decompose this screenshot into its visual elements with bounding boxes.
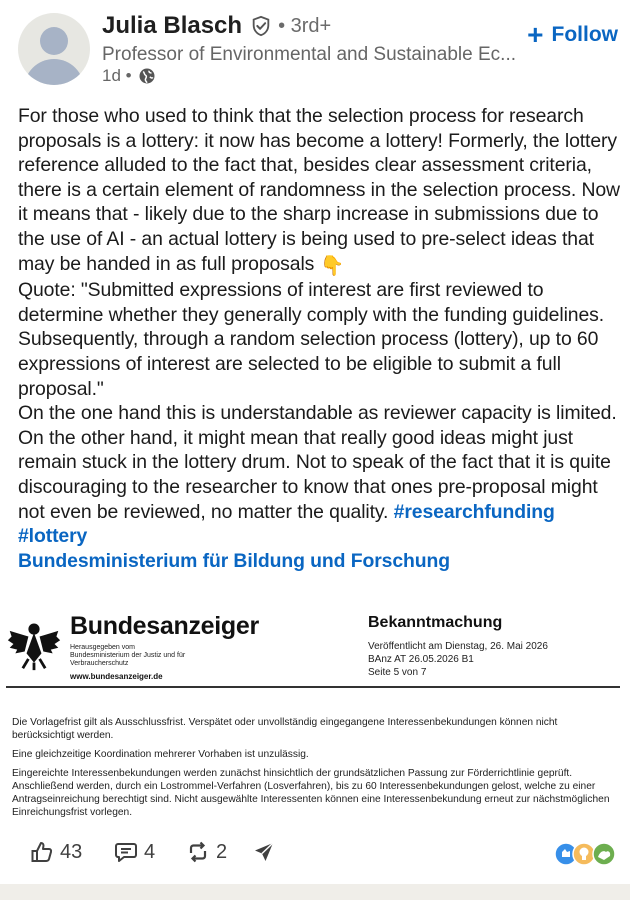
comment-icon <box>114 840 138 864</box>
notice-title: Bekanntmachung <box>368 614 503 631</box>
globe-icon <box>138 67 156 85</box>
repost-count: 2 <box>216 840 228 863</box>
feed-divider <box>0 884 630 900</box>
avatar-body <box>24 59 84 85</box>
author-name[interactable]: Julia Blasch <box>102 12 243 39</box>
comment-count: 4 <box>144 840 156 863</box>
repost-icon <box>186 840 210 864</box>
document-divider <box>6 686 620 688</box>
like-button[interactable] <box>30 838 82 866</box>
notice-reference: BAnz AT 26.05.2026 B1 <box>368 654 474 665</box>
notice-published: Veröffentlicht am Dienstag, 26. Mai 2026 <box>368 641 548 652</box>
post-paragraph-3: On the one hand this is understandable as reviewer capacity is limited. On the other hand, it might mean that really good ideas might just remain stuck in the lottery drum. Not to speak of the fact that it is quite discouraging to the researcher to know that ones pre-proposal might not even be reviewed, no matter the quality. <box>18 402 617 523</box>
avatar[interactable] <box>18 13 90 85</box>
post-header <box>0 0 630 96</box>
plus-icon: + <box>527 19 544 50</box>
post-text <box>18 104 622 573</box>
like-icon <box>30 840 54 864</box>
document-paragraph-3: Eingereichte Interessenbekundungen werden zunächst hinsichtlich der grundsätzlichen Passung zur Förderrichtlinie geprüft. Anschließend werden, durch ein Lostrommel-Verfahren (Losverfahren), bis zu 60 Interessenbekundungen gelost, welche zu einer Antragseinreichung berechtigt sind. Nicht ausgewählte Interessenten können eine Interessenbekundung erneut zur nächstmöglichen Einreichungsfrist vorlegen. <box>12 768 610 818</box>
avatar-head <box>40 27 68 55</box>
document-url: www.bundesanzeiger.de <box>70 672 163 681</box>
post-paragraph <box>18 104 622 278</box>
send-button[interactable] <box>252 838 282 866</box>
post-paragraph-2: Quote: "Submitted expressions of interest are first reviewed to determine whether they generally comply with the funding guidelines. Subsequently, through a random selection process (lottery), up to 60 expressions of interest are selected to be eligible to submit a full proposal." <box>18 279 605 400</box>
notice-page: Seite 5 von 7 <box>368 667 427 678</box>
reaction-summary[interactable] <box>554 842 618 866</box>
mention-link[interactable]: Bundesministerium für Bildung und Forschung <box>18 549 450 572</box>
support-icon <box>593 843 615 865</box>
degree-label: 3rd+ <box>290 14 332 37</box>
follow-button[interactable] <box>527 20 618 50</box>
send-icon <box>252 840 276 864</box>
document-publisher: Herausgegeben vom Bundesministerium der Justiz und für Verbraucherschutz <box>70 644 186 667</box>
document-brand: Bundesanzeiger <box>70 612 259 640</box>
post-meta <box>102 65 156 87</box>
follow-label: Follow <box>551 23 618 46</box>
comment-button[interactable] <box>114 838 155 866</box>
action-bar <box>0 830 630 874</box>
document-paragraph-1: Die Vorlagefrist gilt als Ausschlussfrist. Verspätet oder unvollständig eingegangene Interessenbekundungen können nicht berücksichtigt werden. <box>12 717 558 741</box>
repost-button[interactable] <box>186 838 227 866</box>
document-body <box>12 716 620 825</box>
verified-shield-icon <box>250 15 272 37</box>
document-paragraph-2: Eine gleichzeitige Koordination mehrerer Vorhaben ist unzulässig. <box>12 749 309 760</box>
connection-degree: • 3rd+ <box>278 14 332 37</box>
like-count: 43 <box>60 840 83 863</box>
federal-eagle-icon <box>6 616 62 672</box>
attached-document-image[interactable] <box>0 600 630 826</box>
author-headline: Professor of Environmental and Sustainable Ec... <box>102 44 517 65</box>
post-paragraph-1: For those who used to think that the selection process for research proposals is a lottery: it now has become a lottery! Formerly, the lottery reference alluded to the fact that, besides clear assessment criteria, there is a certain element of randomness in the selection process. Now it means that - likely due to the sharp increase in submissions due to the use of AI - an actual lottery is being used to pre-select ideas that may be handed in as full proposals <box>18 105 620 275</box>
idea-icon <box>573 843 595 865</box>
author-name-row <box>102 10 331 42</box>
post-paragraph-3-wrap <box>18 401 622 549</box>
meta-separator: • <box>120 66 132 85</box>
hashtags-link[interactable]: #researchfunding #lottery <box>18 500 555 548</box>
notice-meta <box>368 640 548 679</box>
post-time: 1d <box>102 66 121 85</box>
point-down-emoji: 👇 <box>320 254 345 277</box>
